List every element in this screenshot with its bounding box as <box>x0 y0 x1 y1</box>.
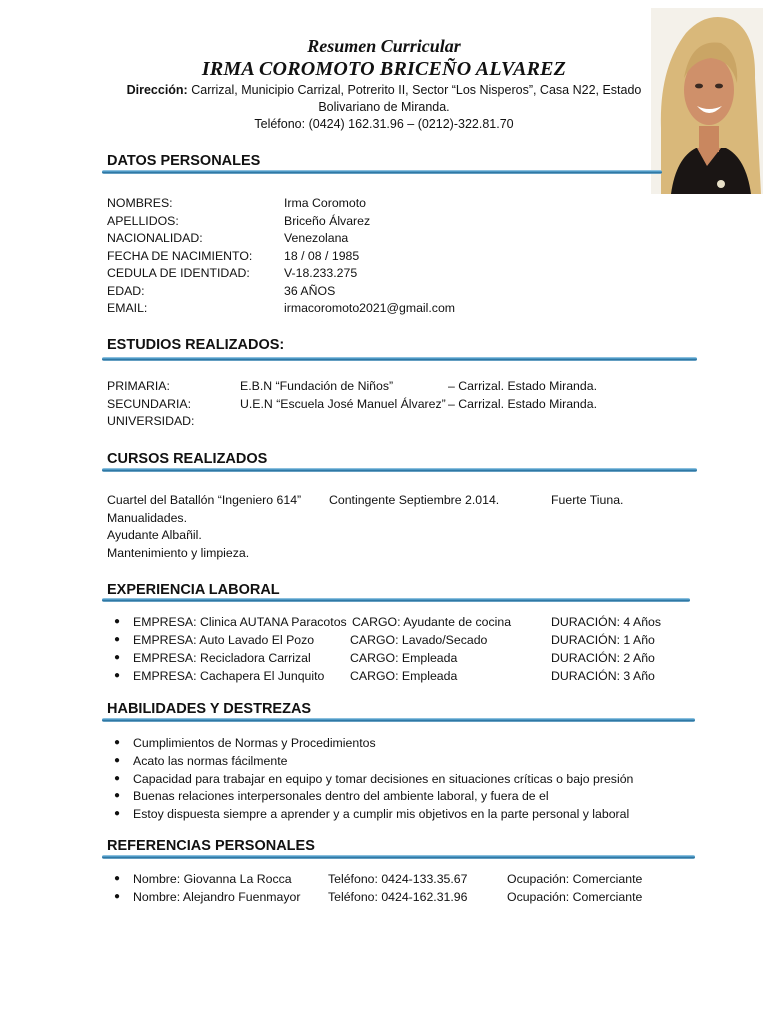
bullet-icon: ● <box>114 652 121 663</box>
profile-photo <box>651 8 763 194</box>
field-value: 18 / 08 / 1985 <box>284 248 360 263</box>
reference-name: Nombre: Giovanna La Rocca <box>133 872 292 886</box>
field-label: APELLIDOS: <box>107 213 179 228</box>
job-role: CARGO: Ayudante de cocina <box>352 615 512 629</box>
bullet-icon: ● <box>114 891 121 902</box>
job-company: EMPRESA: Auto Lavado El Pozo <box>133 633 315 647</box>
field-label: NOMBRES: <box>107 196 173 210</box>
study-level: SECUNDARIA: <box>107 396 192 411</box>
section-rule <box>102 468 697 472</box>
section-heading-habilidades: HABILIDADES Y DESTREZAS <box>107 701 312 717</box>
job-role: CARGO: Lavado/Secado <box>350 633 488 647</box>
study-school: E.B.N “Fundación de Niños” <box>240 379 394 393</box>
section-heading-experiencia: EXPERIENCIA LABORAL <box>107 582 280 598</box>
job-duration: DURACIÓN: 2 Año <box>551 651 655 665</box>
section-heading-cursos: CURSOS REALIZADOS <box>107 451 268 467</box>
study-level: UNIVERSIDAD: <box>107 414 195 428</box>
field-value: V-18.233.275 <box>284 266 358 280</box>
field-value: irmacoromoto2021@gmail.com <box>284 301 456 315</box>
job-company: EMPRESA: Cachapera El Junquito <box>133 669 325 683</box>
field-value: Irma Coromoto <box>284 196 367 210</box>
field-label: NACIONALIDAD: <box>107 231 203 245</box>
section-heading-estudios: ESTUDIOS REALIZADOS: <box>107 337 285 353</box>
skill-item: Cumplimientos de Normas y Procedimientos <box>133 736 376 750</box>
job-duration: DURACIÓN: 1 Año <box>551 633 655 647</box>
field-label: EMAIL: <box>107 301 148 315</box>
curso-item: Ayudante Albañil. <box>107 528 202 543</box>
address <box>120 82 648 116</box>
skill-item: Buenas relaciones interpersonales dentro del ambiente laboral, y fuera de el <box>133 789 549 804</box>
section-rule <box>102 855 695 859</box>
bullet-icon: ● <box>114 808 121 820</box>
job-duration: DURACIÓN: 3 Año <box>551 669 655 683</box>
skill-item: Acato las normas fácilmente <box>133 753 288 768</box>
study-level: PRIMARIA: <box>107 379 170 393</box>
address-text: Carrizal, Municipio Carrizal, Potrerito II, Sector “Los Nisperos”, Casa N22, Estado Bolivariano de Miranda. <box>191 83 642 114</box>
reference-phone: Teléfono: 0424-133.35.67 <box>328 872 468 886</box>
field-label: EDAD: <box>107 283 145 298</box>
section-rule <box>102 357 697 361</box>
bullet-icon: ● <box>114 873 121 884</box>
job-company: EMPRESA: Recicladora Carrizal <box>133 651 311 665</box>
section-rule <box>102 170 662 174</box>
reference-name: Nombre: Alejandro Fuenmayor <box>133 890 301 904</box>
field-value: 36 AÑOS <box>284 283 336 298</box>
bullet-icon: ● <box>114 634 121 645</box>
bullet-icon: ● <box>114 754 121 766</box>
field-value: Briceño Álvarez <box>284 213 371 228</box>
job-role: CARGO: Empleada <box>350 651 458 665</box>
section-heading-referencias: REFERENCIAS PERSONALES <box>107 838 315 854</box>
address-label: Dirección: <box>126 83 188 97</box>
reference-occupation: Ocupación: Comerciante <box>507 872 643 886</box>
study-place: – Carrizal. Estado Miranda. <box>448 379 597 393</box>
curso-item: Mantenimiento y limpieza. <box>107 545 250 560</box>
field-value: Venezolana <box>284 231 349 245</box>
job-role: CARGO: Empleada <box>350 669 458 683</box>
reference-phone: Teléfono: 0424-162.31.96 <box>328 890 468 904</box>
field-label: CEDULA DE IDENTIDAD: <box>107 266 250 280</box>
curso-item: Contingente Septiembre 2.014. <box>329 493 500 507</box>
job-company: EMPRESA: Clinica AUTANA Paracotos <box>133 615 347 629</box>
bullet-icon: ● <box>114 772 121 784</box>
curso-item: Cuartel del Batallón “Ingeniero 614” <box>107 493 302 507</box>
reference-occupation: Ocupación: Comerciante <box>507 890 643 904</box>
bullet-icon: ● <box>114 616 121 627</box>
section-rule <box>102 718 695 722</box>
skill-item: Estoy dispuesta siempre a aprender y a cumplir mis objetivos en la parte personal y laboral <box>133 807 630 822</box>
bullet-icon: ● <box>114 790 121 802</box>
section-heading-datos: DATOS PERSONALES <box>107 153 261 169</box>
study-school: U.E.N “Escuela José Manuel Álvarez” <box>240 396 446 411</box>
bullet-icon: ● <box>114 670 121 681</box>
skill-item: Capacidad para trabajar en equipo y tomar decisiones en situaciones críticas o bajo presión <box>133 771 634 786</box>
section-rule <box>102 598 690 602</box>
field-label: FECHA DE NACIMIENTO: <box>107 248 253 263</box>
person-name: IRMA COROMOTO BRICEÑO ALVAREZ <box>201 58 567 80</box>
job-duration: DURACIÓN: 4 Años <box>551 615 662 629</box>
curso-item: Manualidades. <box>107 511 187 525</box>
study-place: – Carrizal. Estado Miranda. <box>448 396 597 411</box>
phone: Teléfono: (0424) 162.31.96 – (0212)-322.81.70 <box>254 117 514 131</box>
document-title: Resumen Curricular <box>307 36 461 56</box>
bullet-icon: ● <box>114 737 121 748</box>
curso-item: Fuerte Tiuna. <box>551 493 624 507</box>
